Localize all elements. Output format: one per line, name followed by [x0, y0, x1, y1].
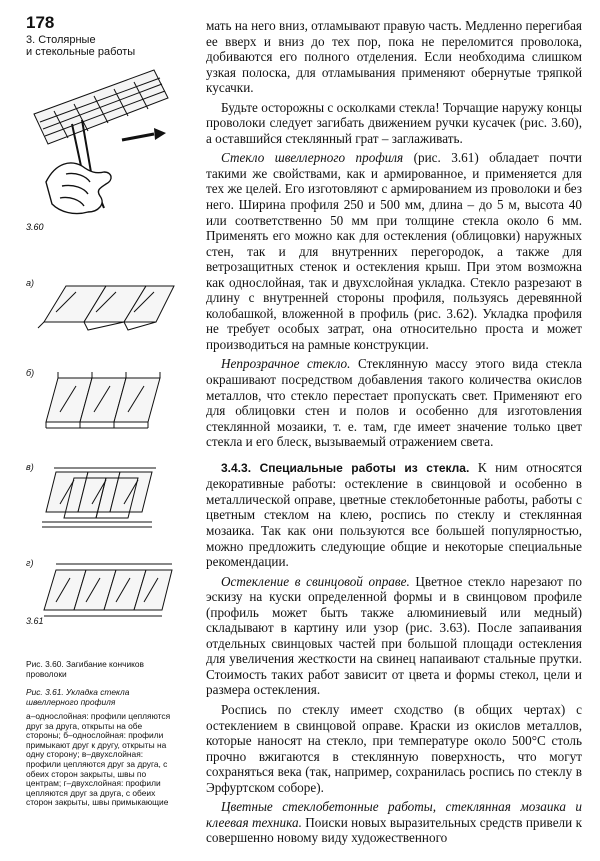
paragraph-3-body: (рис. 3.61) обладает почти такими же свойствами, как и армированное, и применяется для тех же целей. Его изготовляют с армированием из проволоки и без него. Ширина профиля 250 и 500 мм, длина – до 5 м, высота 40 или соответственно 50 мм при толщине стекла около 6 мм. Применять его можно как для остекления (облицовки) наружных стен, так и для внутренних перегородок, а также для ветрозащитных стенок и остекления крыш. При этом возможна как однослойная, так и двухслойная укладка. Стекло разрезают в длину с внутренней стороны профиля, пользуясь деревянной колобашкой, вложенной в профиль (рис. 3.62). Укладка профиля не требует особых затрат, она относительно проста и может производиться на рамные конструкции. [206, 150, 582, 352]
paragraph-6-body: Цветное стекло нарезают по эскизу на куски определенной формы и в свинцовом профиле (профиль может быть также алюминиевый или медный) складывают в картину или узор (рис. 3.63). После запаивания отдельных свинцовых частей при большой площади остекления для увеличения жесткости на свинец напаивают стальные прутки. Стоимость таких работ зависит от цвета и формы стекол, цели и размера остекления. [206, 573, 582, 698]
layout-g [44, 564, 172, 616]
paragraph-7: Роспись по стеклу имеет сходство (в общих чертах) с остеклением в свинцовой оправе. Краски из окислов металлов, которые наносят на стекло, при температуре около 500°С столь прочно вжигаются в стеклянную поверхность, что могут сохраняться века (так, например, сохранилась роспись по стеклу в Эрфуртском соборе). [206, 701, 582, 795]
figure-3-61-sub-b: б) [26, 368, 35, 378]
figure-3-61 [26, 272, 176, 642]
caption-3-61-body: а–однослойная: профили цепляются друг за друга, открыты на обе стороны; б–однослойная: профили примыкают друг к другу, открыты на одну сторону; в–двухслойная: профили цепляются друг за друга, с обеих сторон закрыты, швы по центрам; г–двухслойная: профили цепляются друг за друга, с обеих сторон закрыты, швы примыкающие [26, 711, 171, 808]
figure-3-60-label: 3.60 [26, 222, 44, 232]
layout-a [38, 286, 174, 330]
paragraph-3-lead: Стекло швеллерного профиля [221, 150, 404, 166]
paragraph-4-lead: Непрозрачное стекло. [221, 356, 351, 372]
wire-mesh [34, 70, 168, 144]
paragraph-6 [206, 574, 582, 698]
section-header-line-1: 3. Столярные [26, 34, 96, 46]
figure-3-61-sub-g: г) [26, 558, 34, 568]
paragraph-8-body: Поиски новых выразительных средств привели к совершенно новому виду художественного [206, 814, 582, 846]
figure-3-61-sub-v: в) [26, 462, 34, 472]
paragraph-6-lead: Остекление в свинцовой оправе. [221, 573, 410, 589]
paragraph-4-body: Стеклянную массу этого вида стекла окрашивают посредством добавления такого количества окислов металлов, что стекло перестает пропускать свет. Применяют его для облицовки стен и полов и особенно для изготовления стеклянной мозаики, т. е. там, где имеет значение только цвет стекла и его блеск, вызываемый отражением света. [206, 356, 583, 450]
layout-b [46, 372, 160, 428]
paragraph-1: мать на него вниз, отламывают правую часть. Медленно перегибая ее вверх и вниз до тех пор, пока не переломится проволока, добиваются его полного отделения. Если необходима слишком узкая полоска, для отламывания применяют обернутые тряпкой кусачки. [206, 18, 582, 96]
figure-3-61-sub-a: а) [26, 278, 35, 288]
paragraph-5-body: К ним относятся декоративные работы: остекление в свинцовой и особенно в металлической оправе, цветные стеклобетонные работы, работы с цветным стеклом на клею, роспись по стеклу и стеклянная мозаика. Так как они пользуются все большей популярностью, можно предложить следующие общие и некоторые специальные рекомендации. [206, 459, 583, 570]
bend-arrow [122, 128, 166, 140]
section-header-line-2: и стекольные работы [26, 46, 136, 58]
paragraph-3 [206, 150, 582, 352]
paragraph-4 [206, 356, 582, 449]
figure-3-60 [26, 62, 176, 232]
paragraph-8 [206, 799, 582, 846]
figure-3-61-label: 3.61 [26, 616, 44, 626]
caption-3-60: Рис. 3.60. Загибание кончиков проволоки [26, 659, 145, 679]
paragraph-5 [206, 460, 582, 570]
section-heading-3-4-3: 3.4.3. Специальные работы из стекла. [221, 460, 470, 475]
main-text [206, 18, 582, 846]
caption-3-61-title: Рис. 3.61. Укладка стекла швеллерного профиля [26, 687, 130, 707]
page-header [26, 14, 176, 58]
layout-v [42, 468, 156, 527]
hand [46, 163, 111, 214]
page-number: 178 [26, 13, 55, 32]
paragraph-2: Будьте осторожны с осколками стекла! Торчащие наружу концы проволоки следует загибать движением ручки кусачек (рис. 3.60), а оставшийся стеклянный грат – заглаживать. [206, 99, 582, 146]
paragraph-8-lead: Цветные стеклобетонные работы, стеклянная мозаика и клеевая техника. [206, 799, 582, 830]
